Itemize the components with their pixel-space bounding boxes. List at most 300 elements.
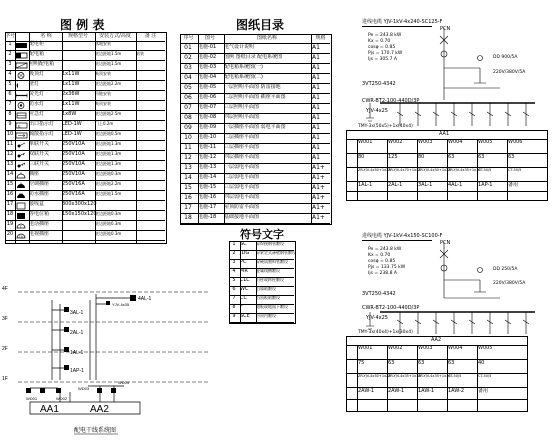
legend-row-spec: 1x11W (62, 101, 80, 107)
symbol-row (229, 313, 294, 323)
index-row-no: 01 (184, 44, 192, 51)
index-row-title: 二层照明平面图 插座平面图 (224, 94, 286, 100)
legend-symbol-icon (15, 92, 28, 99)
system2-param-cos: cosφ = 0.85 (368, 259, 396, 264)
system1-table-title: AA1 (439, 131, 450, 137)
legend-row-spec: 250V10A (62, 161, 85, 167)
system1-meter: DD 900/5A (493, 55, 518, 60)
legend-symbol-icon (15, 222, 28, 229)
index-row-size: A1 (312, 54, 320, 61)
symbol-row-desc: 沿柱或跨柱敷设 (256, 277, 284, 282)
system1-cell-loads: 1AL-1 (358, 182, 373, 188)
system1-header: 进线电缆 YJV-1kV-4x240-SC125-F (362, 19, 443, 25)
system2-wiring (360, 242, 550, 336)
legend-header-spec: 规格型号 (67, 33, 88, 39)
symbol-row-code: WC (240, 286, 249, 292)
system2-param-ijs: Ijs = 238.8 A (368, 271, 397, 276)
legend-symbol-icon (15, 62, 28, 69)
legend-row-no: 15 (6, 181, 14, 187)
riser-diagram (0, 280, 220, 448)
system2-cell-breakers: ZR-YJV-4x35+1x16 (388, 374, 421, 378)
legend-row-spec: 2x36W (62, 91, 80, 97)
index-row-code: 电施-15 (198, 184, 217, 190)
legend-row-name: 电话插座 (29, 221, 50, 227)
index-row-size: A1+ (312, 194, 325, 201)
index-row-no: 02 (184, 54, 192, 61)
legend-row-no: 20 (6, 231, 14, 237)
system2-cell-ratings: 63 (448, 360, 455, 366)
legend-row-install: 底边距地0.3m (95, 211, 122, 216)
system2-cell-circuits: W005 (478, 345, 493, 351)
legend-row-no: 5 (8, 81, 12, 87)
legend-row (5, 191, 165, 201)
system1-cell-breakers: ZR-YJV-4x70+1x35 (388, 168, 421, 172)
index-row-code: 电施-09 (198, 124, 217, 130)
system2-cell-circuits: W004 (448, 345, 463, 351)
index-row-code: 电施-04 (198, 74, 217, 80)
symbol-row-desc: 穿焊接钢管敷设 (256, 241, 284, 246)
legend-row-install: 底边距地0.3m (95, 231, 122, 236)
index-row-no: 18 (184, 214, 192, 221)
legend-symbol-icon (15, 202, 28, 209)
system1-cell-ratings: 125 (388, 154, 398, 160)
legend-row-no: 18 (6, 211, 14, 217)
index-row-code: 电施-08 (198, 114, 217, 120)
legend-row-no: 16 (6, 191, 14, 197)
index-row-size: A1 (312, 154, 320, 161)
legend-row-name: 荧光灯 (29, 91, 45, 97)
system2-cell-loads: 1AW-2 (448, 388, 465, 394)
symbol-row-no: 4 (232, 268, 236, 274)
index-row-title: 三层弱电平面图 (224, 184, 260, 190)
index-row-code: 电施-01 (198, 44, 217, 50)
index-row-no: 13 (184, 164, 192, 171)
legend-row-install: 吸顶安装 (95, 71, 111, 76)
legend-row-name: 空调插座 (29, 181, 50, 187)
riser-label-wd02: WD02 (56, 396, 68, 401)
legend-row-name: 等电位箱 (29, 211, 50, 217)
index-header-no: 序号 (183, 35, 194, 41)
symbol-row-no: 8 (232, 304, 236, 310)
legend-row (5, 51, 165, 61)
index-row-no: 07 (184, 104, 192, 111)
symbol-row-desc: 穿硬质塑料管敷设 (256, 259, 288, 264)
legend-symbol-icon (15, 102, 28, 109)
legend-row-no: 9 (8, 121, 12, 127)
symbol-row-code: CC (240, 295, 247, 301)
index-row-title: 四层插座平面图 (224, 154, 260, 160)
legend-row (5, 71, 165, 81)
legend-row-name: 电视插座 (29, 231, 50, 237)
index-row-title: 配电箱系统图(一) (224, 64, 263, 70)
system1-cpd: CWR-BT2-100-440D/3P (362, 98, 420, 104)
index-row-title: 一层弱电平面图 (224, 164, 260, 170)
index-row-no: 10 (184, 134, 192, 141)
svg-text:T: T (19, 224, 22, 229)
index-row-title: 电气设计说明 (224, 44, 255, 50)
system2-meter: DD 250/5A (493, 267, 518, 272)
symbol-row-desc: 吊顶内敷设 (256, 313, 276, 318)
index-row-size: A1 (312, 44, 320, 51)
symbol-row-no: 6 (232, 286, 236, 292)
system1-cell-ratings: 80 (358, 154, 365, 160)
index-row-title: 四层弱电平面图 (224, 194, 260, 200)
riser-box-w2 (40, 388, 45, 393)
riser-box-w4 (97, 388, 102, 393)
legend-row-spec: 300x300x120 (62, 201, 97, 207)
legend-row-spec: 250V16A (62, 181, 85, 187)
legend-row (5, 221, 165, 231)
system2-param-kx: Kx = 0.70 (368, 253, 391, 258)
symbols-title: 符号文字 (240, 228, 284, 241)
legend-row (5, 131, 165, 141)
system2-spd: 220V/380V/5A (493, 281, 526, 286)
symbol-row-code: CLC (240, 277, 250, 283)
legend-row-name: 配电柜 (29, 41, 45, 47)
legend-symbol-icon (15, 232, 28, 239)
legend-row (5, 171, 165, 181)
legend-row-install: 门上0.2m (95, 121, 114, 126)
symbol-row-desc: 穿紧定式薄壁钢管敷设 (256, 250, 296, 255)
legend-row-install: 底边距地2.2m (95, 81, 122, 86)
legend-row-name: 接线盒 (29, 201, 45, 207)
index-row-size: A1+ (312, 174, 325, 181)
legend-row-name: 疏散指示灯 (29, 131, 55, 137)
riser-label-2al: 2AL-1 (70, 330, 84, 336)
system2-breaker: 3VT250-4342 (362, 291, 396, 297)
riser-label-1ap: 1AP-1 (70, 368, 84, 374)
index-row-no: 14 (184, 174, 192, 181)
legend-row (5, 181, 165, 191)
riser-box-w3 (56, 388, 61, 393)
system1-param-pjs: Pjs = 170.7 kW (368, 51, 403, 56)
legend-row (5, 101, 165, 111)
floor-label-1f: 1F (2, 376, 8, 382)
system1-cell-circuits: W001 (358, 139, 373, 145)
system1-cell-loads: 2AL-1 (388, 182, 403, 188)
index-row-title: 一层插座平面图 弱电平面图 (224, 124, 286, 130)
index-row-code: 电施-13 (198, 164, 217, 170)
legend-row (5, 121, 165, 131)
legend-row-spec: 250V10A (62, 141, 85, 147)
legend-row-install: 底边距地1.5m (95, 51, 122, 56)
legend-row-install: 底边距地1.3m (95, 141, 122, 146)
legend-row-no: 13 (6, 161, 14, 167)
index-row-no: 16 (184, 194, 192, 201)
legend-header-no: 序号 (5, 33, 16, 39)
riser-label-1al: 1AL-1 (70, 350, 84, 356)
legend-row-spec: 1x8W (62, 111, 77, 117)
legend-row (5, 41, 165, 51)
riser-box-aa1: AA1 (40, 404, 59, 415)
system1-cell-circuits: W003 (418, 139, 433, 145)
index-row-title: 配电箱系统图(二) (224, 74, 263, 80)
system2-table-title: AA2 (431, 337, 442, 343)
index-row-code: 电施-05 (198, 84, 217, 90)
system2-cell-ratings: 40 (478, 360, 485, 366)
legend-row-no: 10 (6, 131, 14, 137)
legend-row (5, 111, 165, 121)
index-row (180, 213, 330, 224)
system1-cell-loads: 备用 (508, 182, 519, 188)
legend-row-no: 11 (6, 141, 14, 147)
legend-row-install: 落地安装 (95, 41, 111, 46)
floor-label-4f: 4F (2, 286, 8, 292)
index-row-size: A1 (312, 104, 320, 111)
symbol-row-code: F (240, 304, 243, 310)
index-row-code: 电施-02 (198, 54, 217, 60)
legend-row-name: 三联开关 (29, 161, 50, 167)
index-row-title: 三层插座平面图 (224, 144, 260, 150)
system2-cell-circuits: W001 (358, 345, 373, 351)
symbol-row-no: 1 (232, 241, 236, 247)
riser-box-roof (106, 301, 110, 305)
system2-cell-ratings: 75 (358, 360, 365, 366)
system1-cell-breakers: ZR-YJV-4x50+1x25 (358, 168, 391, 172)
legend-row-spec: 150x150x120 (62, 211, 97, 217)
system1-cell-ratings: 63 (448, 154, 455, 160)
legend-row (5, 141, 165, 151)
riser-label-3al: 3AL-1 (70, 310, 84, 316)
index-row-no: 03 (184, 64, 192, 71)
symbol-row-no: 3 (232, 259, 236, 265)
riser-box-1p (64, 365, 69, 370)
legend-row (5, 161, 165, 171)
index-row-size: A1+ (312, 184, 325, 191)
index-row-size: A1+ (312, 214, 325, 221)
legend-row-install: 底边距地0.3m (95, 221, 122, 226)
legend-symbol-icon (15, 72, 28, 79)
system2-cell-breakers: ZR-YJV-4x50+1x25 (358, 374, 391, 378)
legend-row-install: 吸顶安装 (95, 101, 111, 106)
index-row-title: 三层照明平面图 (224, 104, 260, 110)
legend-symbol-icon (15, 122, 28, 129)
index-row-code: 电施-17 (198, 204, 217, 210)
legend-row (5, 201, 165, 211)
legend-row-name: 插座 (29, 171, 40, 177)
svg-text:E: E (18, 123, 21, 129)
system1-param-pe: Pe = 243.8 kW (368, 33, 402, 38)
index-header-size: 规格 (315, 35, 326, 41)
legend-row-install: 底边距地1.5m (95, 61, 122, 66)
legend-row-no: 12 (6, 151, 14, 157)
legend-row (5, 91, 165, 101)
legend-row-install: 吊链安装 (95, 91, 111, 96)
floor-label-2f: 2F (2, 346, 8, 352)
legend-row-install: 底边距地2.2m (95, 181, 122, 186)
legend-symbol-icon (15, 172, 28, 179)
legend-row-spec: 1x11W (62, 81, 80, 87)
legend-row (5, 231, 165, 241)
system1-param-cos: cosφ = 0.85 (368, 45, 396, 50)
symbol-row-no: 9 (232, 313, 236, 319)
legend-symbol-icon (15, 182, 28, 189)
index-row-title: 屋顶防雷平面图 (224, 204, 260, 210)
index-row-size: A1 (312, 124, 320, 131)
riser-box-w1 (26, 388, 31, 393)
index-row-no: 04 (184, 74, 192, 81)
legend-row-name: 防水灯 (29, 101, 45, 107)
system2-cell-breakers: CT-50/5 (448, 374, 462, 378)
legend-row-install: 底边距地0.5m (95, 131, 122, 136)
legend-row-spec: LED-1W (62, 121, 82, 127)
symbol-row-desc: 金属线槽敷设 (256, 268, 280, 273)
legend-row-no: 17 (6, 201, 14, 207)
legend-row-install: 底边距地2.5m (95, 111, 122, 116)
system2-busbar: TMY-3x(40x4)+1x(30x4) (358, 330, 413, 335)
index-row-code: 电施-12 (198, 154, 217, 160)
index-row-no: 05 (184, 84, 192, 91)
legend-row-spec: LED-1W (62, 131, 82, 137)
riser-box-aa2: AA2 (90, 404, 109, 415)
system1-cell-breakers: ZR-YJV-4x50+1x25 (418, 168, 451, 172)
index-row-size: A1+ (312, 204, 325, 211)
legend-row-no: 1 (8, 41, 12, 47)
index-row-no: 08 (184, 114, 192, 121)
system1-cell-circuits: W005 (478, 139, 493, 145)
system2-pcn: PCN (440, 240, 451, 246)
system1-cell-circuits: W006 (508, 139, 523, 145)
riser-label-cable: YJV-4x35 (112, 302, 130, 307)
legend-row (5, 211, 165, 221)
index-row-code: 电施-10 (198, 134, 217, 140)
system1-cell-ratings: 80 (418, 154, 425, 160)
legend-row-name: 应急灯 (29, 111, 45, 117)
symbol-row-code: SCE (240, 313, 250, 319)
riser-box-1f (64, 347, 69, 352)
legend-symbol-icon (15, 42, 28, 49)
riser-box-2f (64, 327, 69, 332)
legend-row-name: 照明配电箱 (29, 61, 55, 67)
legend-symbol-icon (15, 152, 28, 159)
system2-cell-ratings: 63 (388, 360, 395, 366)
system1-cable: YJV-4x25 (366, 108, 388, 114)
index-row-no: 15 (184, 184, 192, 191)
index-row-size: A1 (312, 144, 320, 151)
system1-cell-ratings: 63 (508, 154, 515, 160)
legend-row-install: 底边距地0.3m (95, 171, 122, 176)
index-row-size: A1 (312, 64, 320, 71)
index-row-size: A1+ (312, 164, 325, 171)
legend-row-no: 2 (8, 51, 12, 57)
symbol-row-code: JDG (240, 250, 250, 256)
legend-row-name: 配电箱 (29, 51, 45, 57)
index-row-title: 二层弱电平面图 (224, 174, 260, 180)
legend-header-name: 名 称 (40, 33, 52, 39)
system2-header: 进线电缆 YJV-1kV-4x150-SC100-F (362, 233, 443, 239)
symbol-row-code: MR (240, 268, 248, 274)
symbol-row-desc: 地板或地面下敷设 (256, 304, 288, 309)
index-row-code: 电施-07 (198, 104, 217, 110)
index-row-no: 09 (184, 124, 192, 131)
legend-row-install: 底边距地1.3m (95, 161, 122, 166)
legend-symbol-icon (15, 112, 28, 119)
system1-cell-circuits: W004 (448, 139, 463, 145)
floor-label-3f: 3F (2, 316, 8, 322)
legend-row-no: 4 (8, 71, 12, 77)
index-row-code: 电施-03 (198, 64, 217, 70)
riser-label-4al: 4AL-1 (138, 296, 152, 302)
legend-symbol-icon (15, 142, 28, 149)
system2-cell-circuits: W002 (388, 345, 403, 351)
system1-wiring (360, 28, 550, 128)
index-row-no: 17 (184, 204, 192, 211)
index-row-code: 电施-14 (198, 174, 217, 180)
system1-breaker: 3VT250-4342 (362, 81, 396, 87)
system1-cell-breakers: ZR-YJV-4x35+1x16 (448, 168, 481, 172)
system1-cell-loads: 1AP-1 (478, 182, 493, 188)
system1-cell-ratings: 63 (478, 154, 485, 160)
system2-param-pjs: Pjs = 133.75 kW (368, 265, 406, 270)
symbol-row-code: SC (240, 241, 247, 247)
system2-cell-loads: 备用 (478, 388, 489, 394)
legend-header-install: 安装方式/高度 (99, 33, 131, 39)
riser-box-w5 (111, 388, 116, 393)
index-header-code: 图号 (204, 35, 215, 41)
legend-row-name: 吸顶灯 (29, 71, 45, 77)
index-row-no: 06 (184, 94, 192, 101)
system1-cell-circuits: W002 (388, 139, 403, 145)
riser-box-4f (130, 295, 136, 301)
legend-symbol-icon (15, 82, 28, 89)
legend-row-spec: 250V10A (62, 151, 85, 157)
index-row-size: A1 (312, 74, 320, 81)
index-row-no: 12 (184, 154, 192, 161)
system1-cell-breakers: CT-50/5 (508, 168, 522, 172)
system2-cell-loads: 2AW-1 (358, 388, 375, 394)
system2-cell-breakers: ZR-YJV-4x35+1x16 (418, 374, 451, 378)
index-row-size: A1 (312, 94, 320, 101)
index-row-title: 一层照明平面图 防雷接地 (224, 84, 281, 90)
index-row-title: 图例 图纸目录 配电系统图 (224, 54, 283, 60)
legend-row-name: 单联开关 (29, 141, 50, 147)
legend-symbol-icon (15, 132, 28, 139)
index-row-code: 电施-16 (198, 194, 217, 200)
legend-row-no: 6 (8, 91, 12, 97)
riser-label-wd01: WD01 (26, 396, 38, 401)
legend-row-name: 出口指示灯 (29, 121, 55, 127)
symbol-row-no: 5 (232, 277, 236, 283)
legend-symbol-icon (15, 212, 28, 219)
index-row-size: A1 (312, 84, 320, 91)
legend-row (5, 61, 165, 71)
index-row-code: 电施-11 (198, 144, 217, 150)
riser-label-wd03: WD03 (78, 386, 90, 391)
legend-title: 图 例 表 (60, 18, 105, 32)
legend-row-no: 19 (6, 221, 14, 227)
symbol-row-desc: 沿墙暗敷设 (256, 286, 276, 291)
legend-symbol-icon (15, 162, 28, 169)
system1-pcn: PCN (440, 26, 451, 32)
index-row-size: A1 (312, 114, 320, 121)
legend-row (5, 81, 165, 91)
system1-param-kx: Kx = 0.70 (368, 39, 391, 44)
system2-cell-breakers: CT-50/5 (478, 374, 492, 378)
index-row-code: 电施-18 (198, 214, 217, 220)
index-header-title: 图纸名称 (256, 35, 277, 41)
legend-row-spec: 1x11W (62, 71, 80, 77)
symbol-row-no: 2 (232, 250, 236, 256)
legend-row-spec: 250V16A (62, 191, 85, 197)
legend-row-install: 底边距地1.5m (95, 191, 122, 196)
riser-caption: 配电干线系统图 (74, 428, 117, 434)
system2-cable: YJV-4x25 (366, 315, 388, 321)
index-row-title: 基础接地平面图 (224, 214, 260, 220)
index-row-no: 11 (184, 144, 192, 151)
legend-row-name: 防水插座 (29, 191, 50, 197)
system2-param-pe: Pe = 243.8 kW (368, 247, 402, 252)
legend-row (5, 151, 165, 161)
